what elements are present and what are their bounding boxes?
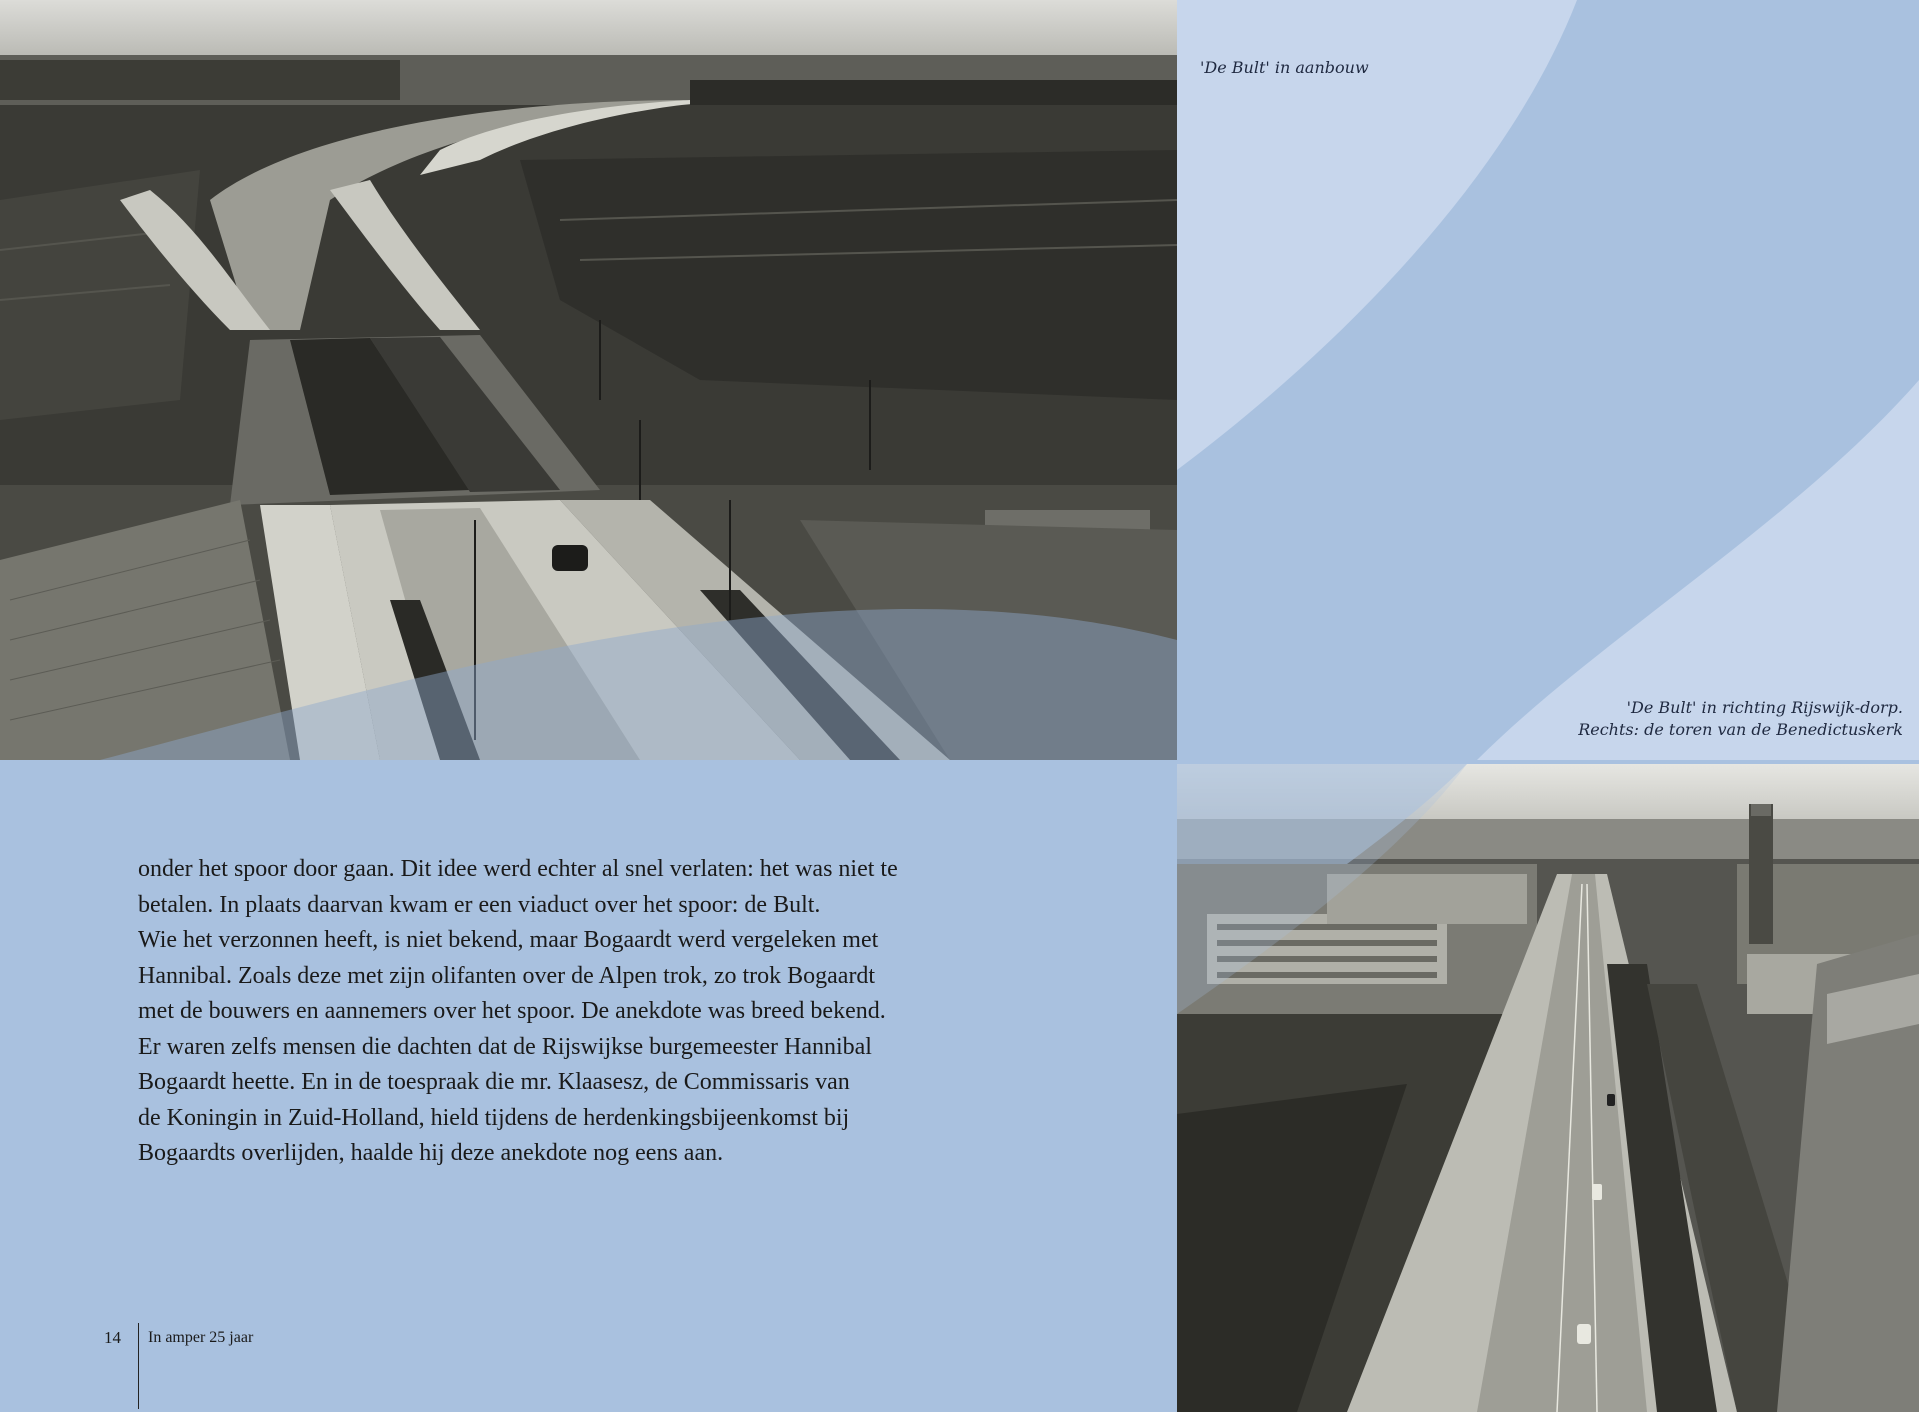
body-line: Er waren zelfs mensen die dachten dat de Rijswijkse burgemeester Hannibal (138, 1033, 872, 1060)
body-line: Hannibal. Zoals deze met zijn olifanten over de Alpen trok, zo trok Bogaardt (138, 962, 876, 989)
decorative-wave-panel (1177, 0, 1919, 760)
caption-line-2: Rechts: de toren van de Benedictuskerk (1578, 720, 1903, 739)
body-line: betalen. In plaats daarvan kwam er een viaduct over het spoor: de Bult. (138, 891, 821, 918)
body-line: met de bouwers en aannemers over het spoor. De anekdote was breed bekend. (138, 998, 886, 1024)
caption-viaduct-construction: 'De Bult' in aanbouw (1200, 58, 1369, 77)
body-line: Bogaardts overlijden, haalde hij deze anekdote nog eens aan. (138, 1140, 724, 1166)
body-line: onder het spoor door gaan. Dit idee werd echter al snel verlaten: het was niet te (138, 856, 898, 882)
body-paragraph (138, 852, 998, 1172)
body-line: Bogaardt heette. En in de toespraak die mr. Klaasesz, de Commissaris van (138, 1069, 850, 1095)
page-number: 14 (104, 1328, 121, 1347)
caption-line-1: 'De Bult' in richting Rijswijk-dorp. (1626, 698, 1903, 717)
running-title: In amper 25 jaar (148, 1329, 254, 1346)
viaduct-construction-photo (0, 0, 1177, 760)
footer-divider (138, 1323, 139, 1409)
road-rijswijk-photo (1177, 764, 1919, 1412)
body-line: Wie het verzonnen heeft, is niet bekend, maar Bogaardt werd vergeleken met (138, 927, 879, 953)
caption-road-rijswijk (1503, 697, 1903, 741)
body-line: de Koningin in Zuid-Holland, hield tijdens de herdenkingsbijeenkomst bij (138, 1104, 850, 1131)
